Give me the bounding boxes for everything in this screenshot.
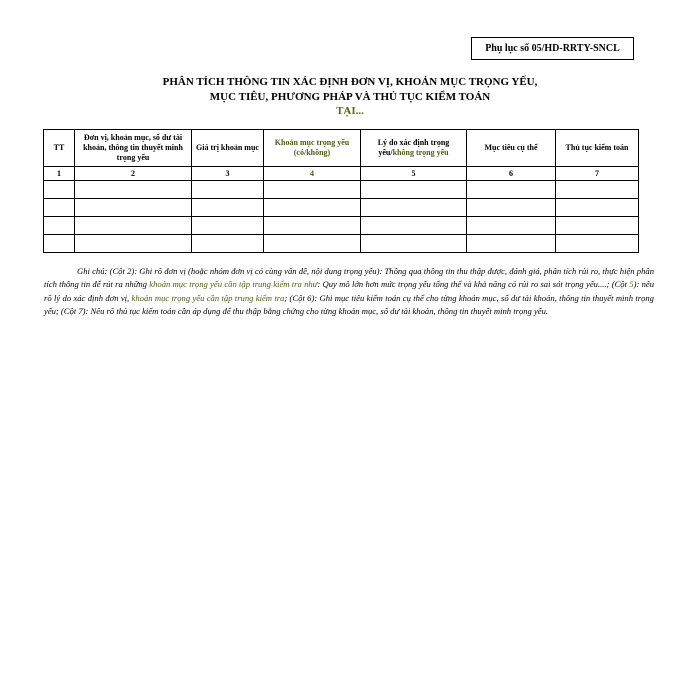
table-cell[interactable]: [264, 217, 361, 235]
header-audit-procedure: Thủ tục kiểm toán: [556, 130, 639, 167]
title-line-1: PHÂN TÍCH THÔNG TIN XÁC ĐỊNH ĐƠN VỊ, KHOẢN MỤC TRỌNG YẾU,: [162, 76, 538, 88]
header-material-item: Khoản mục trọng yếu (có/không): [264, 130, 361, 167]
header-unit-items: Đơn vị, khoản mục, số dư tài khoản, thông tin thuyết minh trọng yếu: [75, 130, 192, 167]
column-number: 6: [467, 167, 556, 181]
table-cell[interactable]: [75, 181, 192, 199]
header-objective: Mục tiêu cụ thể: [467, 130, 556, 167]
table-row: [44, 181, 639, 199]
column-number: 3: [192, 167, 264, 181]
table-cell[interactable]: [361, 217, 467, 235]
footnote-highlight: khoản mục trọng yếu cần tập trung kiểm tra như: [149, 279, 318, 290]
table-cell[interactable]: [192, 199, 264, 217]
table-cell[interactable]: [192, 235, 264, 253]
table-cell[interactable]: [467, 217, 556, 235]
table-cell[interactable]: [44, 181, 75, 199]
table-cell[interactable]: [556, 217, 639, 235]
analysis-table: [43, 129, 639, 253]
table-row: [44, 199, 639, 217]
table-cell[interactable]: [556, 235, 639, 253]
table-cell[interactable]: [44, 199, 75, 217]
footnote-highlight: khoản mục trọng yếu cần tập trung kiểm tra: [131, 292, 285, 303]
header-tt: TT: [44, 130, 75, 167]
table-cell[interactable]: [264, 181, 361, 199]
table-cell[interactable]: [467, 181, 556, 199]
table-cell[interactable]: [467, 235, 556, 253]
table-row: [44, 235, 639, 253]
table-cell[interactable]: [192, 217, 264, 235]
table-cell[interactable]: [264, 199, 361, 217]
table-cell[interactable]: [264, 235, 361, 253]
table-cell[interactable]: [556, 199, 639, 217]
table-cell[interactable]: [556, 181, 639, 199]
table-cell[interactable]: [361, 199, 467, 217]
column-number: 4: [264, 167, 361, 181]
column-number: 2: [75, 167, 192, 181]
header-row: [44, 130, 639, 167]
footnote-part: : Quy mô lớn hơn mức trọng yếu tổng thể và khả năng có rủi ro sai sót trọng yếu....; (Cột: [317, 279, 630, 290]
table-cell[interactable]: [361, 235, 467, 253]
footnote-part: ): nêu rõ lý do xác định đơn vị,: [44, 279, 655, 303]
title-line-3: TẠI...: [336, 105, 364, 117]
table-cell[interactable]: [75, 235, 192, 253]
table-row: [44, 217, 639, 235]
table-cell[interactable]: [75, 199, 192, 217]
column-number-row: [44, 167, 639, 181]
footnote-part: ; (Cột 6): Ghi mục tiêu kiểm toán cụ thể cho từng khoản mục, số dư tài khoản, thông tin thuyết minh trọng yếu; (Cột 7): Nêu rõ thủ tục kiểm toán cần áp dụng để thu thập bằng chứng cho từng khoản mục, số dư tài khoản, thông tin thuyết minh trọng yếu.: [44, 292, 654, 316]
table-cell[interactable]: [361, 181, 467, 199]
column-number: 1: [44, 167, 75, 181]
column-number: 7: [556, 167, 639, 181]
footnote-part: Ghi chú: (Cột 2): Ghi rõ đơn vị (hoặc nhóm đơn vị có cùng vấn đề, nội dung trọng yếu): Thông qua thông tin thu thập được, đánh giá, phân tích rủi ro, thực hiện phân tích thông tin để rút ra những: [44, 266, 654, 290]
header-reason-part1: Lý do xác định trọng yếu/: [377, 138, 450, 157]
table-cell[interactable]: [44, 235, 75, 253]
footnote-highlight: 5: [629, 279, 634, 290]
footnote: [44, 265, 654, 318]
header-reason: [361, 130, 467, 167]
header-reason-part2: không trọng yếu: [392, 148, 449, 157]
table-cell[interactable]: [467, 199, 556, 217]
table-cell[interactable]: [44, 217, 75, 235]
title-line-2: MỤC TIÊU, PHƯƠNG PHÁP VÀ THỦ TỤC KIỂM TOÁN: [209, 91, 491, 103]
appendix-label: Phụ lục số 05/HD-RRTY-SNCL: [471, 37, 634, 60]
table-cell[interactable]: [192, 181, 264, 199]
column-number: 5: [361, 167, 467, 181]
table-cell[interactable]: [75, 217, 192, 235]
header-item-value: Giá trị khoản mục: [192, 130, 264, 167]
